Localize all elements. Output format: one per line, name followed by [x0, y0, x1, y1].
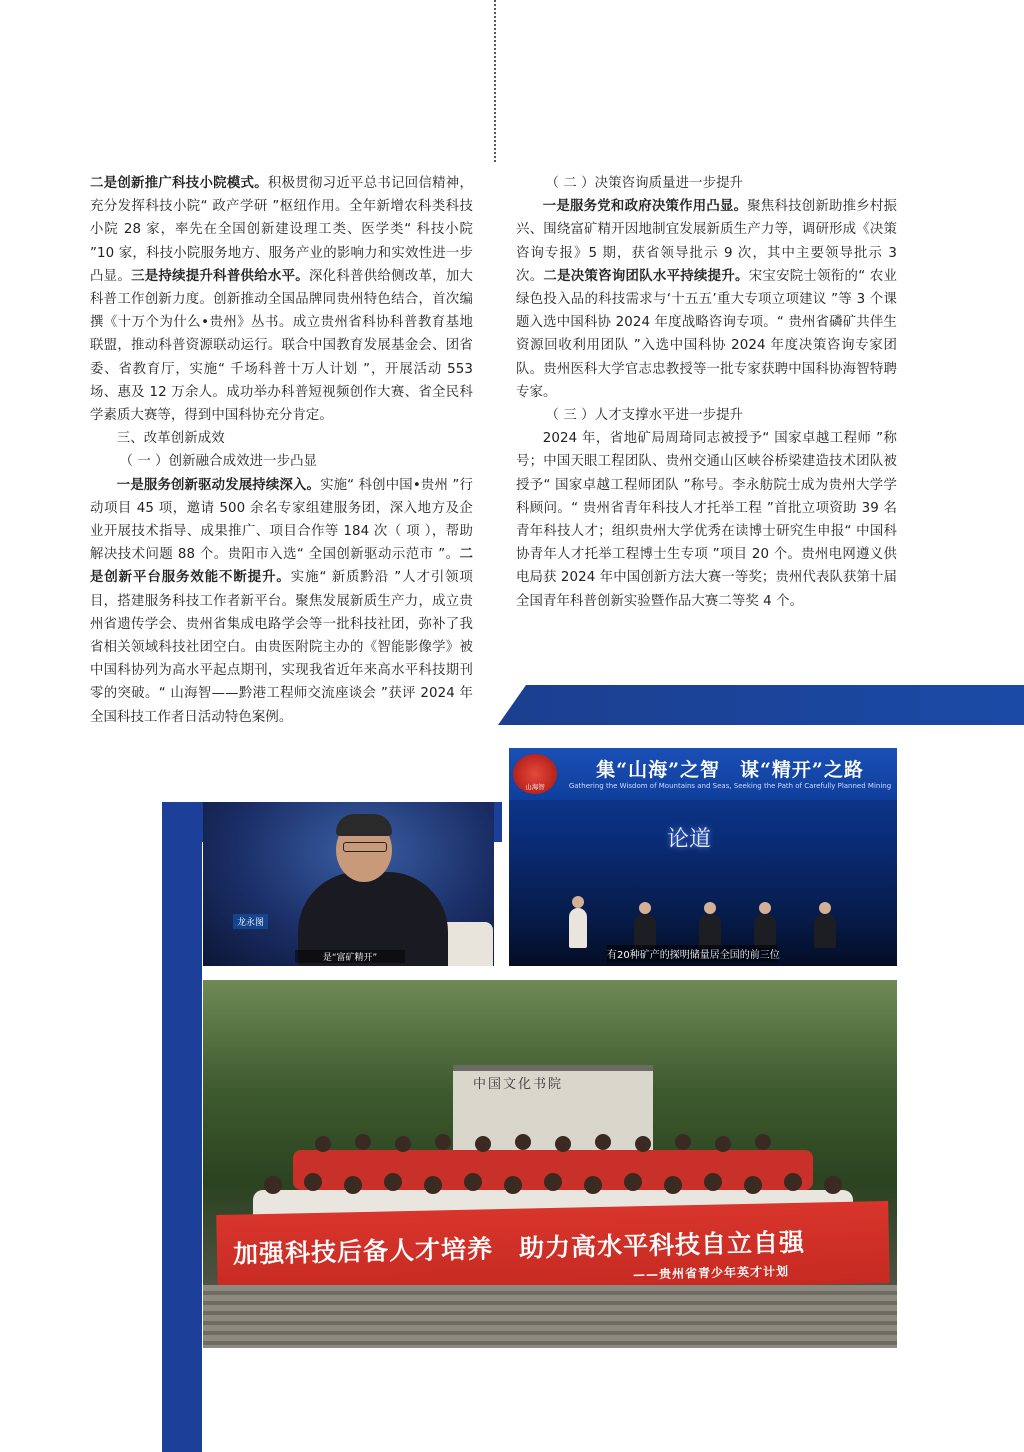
- left-p1-text1: 积极贯彻习近平总书记回信精神，充分发挥科技小院“ 政产学研 ”枢纽作用。全年新增农科类科技小院 28 家，率先在全国创新建设理工类、医学类“ 科技小院 ”10 家，科技小院服务地方、服务产业的影响力和实效性进一步凸显。: [90, 176, 473, 284]
- stage-person-head: [759, 902, 771, 914]
- right-p1-bold2: 二是决策咨询团队水平持续提升。: [543, 268, 749, 284]
- subsection-heading-1: （ 一 ）创新融合成效进一步凸显: [119, 454, 318, 470]
- left-p2-text1: 实施“ 科创中国•贵州 ”行动项目 45 项，邀请 500 余名专家组建服务团，深入地方及企业开展技术指导、成果推广、项目合作等 184 次（ 项 ），帮助解决技术问题 88 个。贵阳市入选“ 全国创新驱动示范市 ”。: [90, 477, 474, 563]
- stone-steps: [203, 1285, 897, 1348]
- speaker-name-tag: 龙永图: [233, 914, 268, 929]
- forum-subtitle: Gathering the Wisdom of Mountains and Seas, Seeking the Path of Carefully Planned Mining: [568, 782, 892, 790]
- stage-person: [814, 914, 836, 948]
- stage-person: [634, 914, 656, 948]
- right-paragraph-1: [516, 195, 897, 404]
- subsection-heading-3: （ 三 ）人才支撑水平进一步提升: [545, 408, 744, 424]
- forum-subtitle-caption: 有20种矿产的探明储量居全国的前三位: [607, 945, 777, 962]
- stage-person-head: [572, 896, 584, 908]
- stage-person: [754, 914, 776, 948]
- section-heading-3: 三、改革创新成效: [116, 431, 225, 447]
- right-p1-bold1: 一是服务党和政府决策作用凸显。: [542, 199, 748, 215]
- left-p2-text2: 实施“ 新质黔沿 ”人才引领项目，搭建服务科技工作者新平台。聚焦发展新质生产力，成立贵州省遗传学会、贵州省集成电路学会等一批科技社团，弥补了我省相关领域科技社团空白。由贵医附院主办的《智能影像学》被中国科协列为高水平起点期刊，实现我省近年来高水平科技期刊零的突破。“ 山海智——黔港工程师交流座谈会 ”获评 2024 年全国科技工作者日活动特色案例。: [90, 570, 473, 725]
- left-paragraph-2: [90, 474, 473, 729]
- banner-slogan: 加强科技后备人才培养 助力高水平科技自立自强: [232, 1227, 806, 1269]
- group-photo: [203, 980, 897, 1348]
- right-p1-text1: 聚焦科技创新助推乡村振兴、围绕富矿精开因地制宜发展新质生产力等，调研形成《决策咨询专报》5 期，获省领导批示 9 次，其中主要领导批示 3 次。: [516, 199, 897, 284]
- speaker-photo: [203, 802, 494, 966]
- stage-person: [569, 908, 587, 948]
- forum-logo-text: 山海智: [525, 783, 545, 791]
- right-paragraph-2: 2024 年，省地矿局周琦同志被授予“ 国家卓越工程师 ”称号；中国天眼工程团队、贵州交通山区峡谷桥梁建造技术团队被授予“ 国家卓越工程师团队 ”称号。李永舫院士成为贵州大学学科顾问。“ 贵州省青年科技人才托举工程 ”首批立项资助 39 名青年科技人才；组织贵州大学优秀在读博士研究生申报“ 中国科协青年人才托举工程博士生专项 ”项目 20 个。贵州电网遵义供电局获 2024 年中国创新方法大赛一等奖；贵州代表队获第十届全国青年科普创新实验暨作品大赛二等奖 4 个。: [516, 431, 897, 609]
- left-paragraph-1: [90, 172, 473, 427]
- subsection-heading-2: （ 二 ）决策咨询质量进一步提升: [545, 176, 744, 191]
- left-text-column: [90, 172, 473, 729]
- banner-program-name: ——贵州省青少年英才计划: [632, 1264, 790, 1282]
- left-p1-text2: 深化科普供给侧改革，加大科普工作创新力度。创新推动全国品牌同贵州特色结合，首次编撰《十万个为什么•贵州》丛书。成立贵州省科协科普教育基地联盟，推动科普资源联动运行。联合中国教育发展基金会、团省委、省教育厅，实施“ 千场科普十万人计划 ”，开展活动 553 场、惠及 12 万余人。成功举办科普短视频创作大赛、省全民科学素质大赛等，得到中国科协充分肯定。: [90, 268, 473, 424]
- right-p1-text2: 宋宝安院士领衔的“ 农业绿色投入品的科技需求与‘十五五’重大专项立项建议 ”等 3 个课题入选中国科协 2024 年度战略咨询专项。“ 贵州省磷矿共伴生资源回收利用团队 ”入选中国科协 2024 年度决策咨询专家团队。贵州医科大学官志忠教授等一批专家获聘中国科协海智特聘专家。: [516, 268, 897, 400]
- stage-person-head: [639, 902, 651, 914]
- building-sign: 中国文化书院: [473, 1077, 564, 1092]
- stage-person: [699, 914, 721, 948]
- forum-photo: [509, 748, 897, 966]
- left-p1-bold1: 二是创新推广科技小院模式。: [90, 176, 268, 191]
- stage-person-head: [819, 902, 831, 914]
- speaker-caption: 是“富矿精开”: [295, 950, 405, 963]
- forum-title: 集“山海”之智 谋“精开”之路: [596, 759, 864, 781]
- glasses-icon: [343, 842, 387, 852]
- forum-calligraphy: 论道: [667, 827, 712, 852]
- stage-person-head: [704, 902, 716, 914]
- left-p2-bold1: 一是服务创新驱动发展持续深入。: [116, 477, 321, 493]
- speaker-hair: [336, 814, 392, 836]
- blue-accent-bar: [162, 802, 202, 1452]
- stage-people: [559, 898, 859, 948]
- right-text-column: [516, 172, 897, 613]
- left-p2-bold2: 二是创新平台服务效能不断提升。: [90, 547, 473, 586]
- column-divider: [494, 0, 496, 162]
- left-p1-bold2: 三是持续提升科普供给水平。: [131, 268, 309, 284]
- blue-accent-band: [498, 685, 1024, 725]
